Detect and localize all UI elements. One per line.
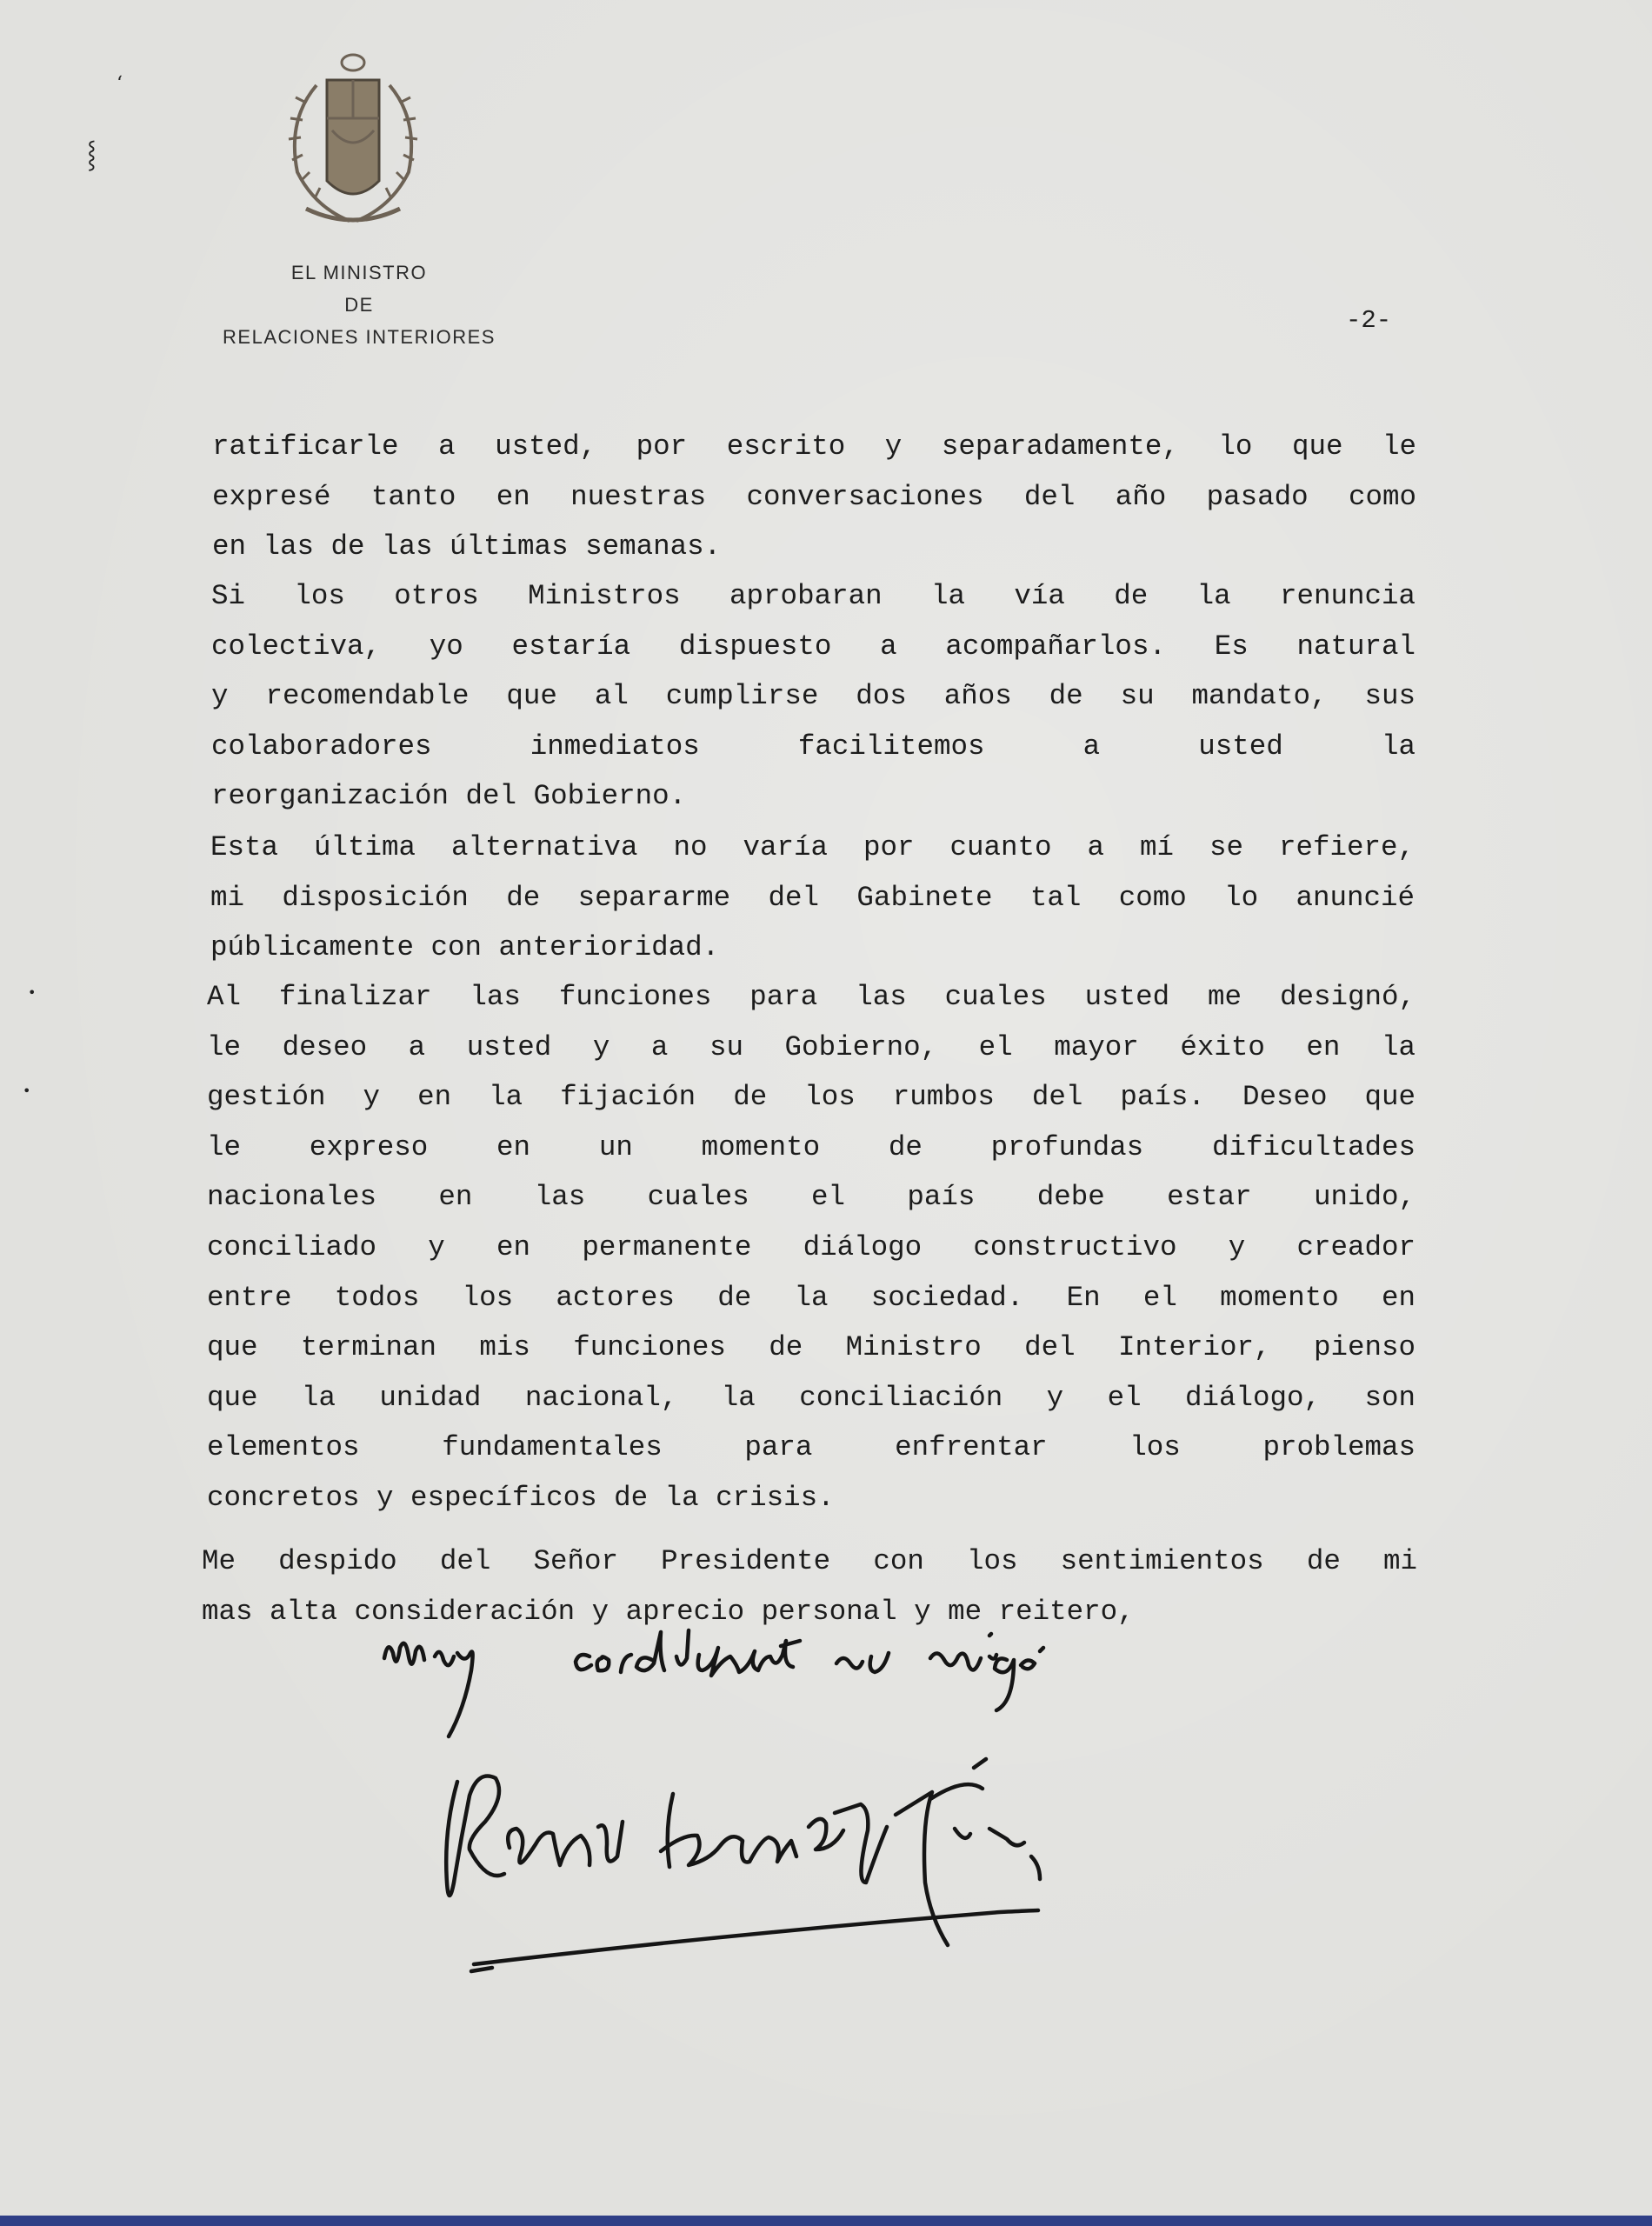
text-line: Al finalizar las funciones para las cuales usted me designó, (207, 981, 1416, 1013)
paragraph-1 (212, 422, 1416, 572)
text-line: y recomendable que al cumplirse dos años de su mandato, sus (211, 680, 1416, 713)
text-line: Esta última alternativa no varía por cuanto a mí se refiere, (210, 831, 1415, 863)
letterhead (198, 257, 520, 353)
text-line: gestión y en la fijación de los rumbos del país. Deseo que (207, 1081, 1416, 1114)
margin-mark: • (23, 1083, 31, 1099)
letterhead-line-1: EL MINISTRO (290, 262, 428, 283)
text-line: ratificarle a usted, por escrito y separadamente, lo que le (212, 430, 1416, 463)
margin-mark: ⸾ (87, 139, 97, 170)
text-line: conciliado y en permanente diálogo constructivo y creador (207, 1230, 1416, 1263)
text-line: nacionales en las cuales el país debe estar unido, (207, 1181, 1416, 1214)
text-line: en las de las últimas semanas. (212, 530, 722, 563)
paragraph-2 (211, 571, 1416, 822)
text-line: Si los otros Ministros aprobaran la vía de la renuncia (211, 580, 1416, 612)
text-line: colectiva, yo estaría dispuesto a acompañarlos. Es natural (211, 630, 1416, 663)
text-line: Me despido del Señor Presidente con los sentimientos de mi (202, 1545, 1417, 1577)
paragraph-3 (210, 823, 1415, 973)
text-line: reorganización del Gobierno. (211, 780, 687, 813)
text-line: que la unidad nacional, la conciliación y el diálogo, son (207, 1381, 1416, 1414)
text-line: colaboradores inmediatos facilitemos a usted la (211, 730, 1416, 763)
handwritten-signature (374, 1622, 1443, 1987)
text-line: elementos fundamentales para enfrentar los problemas (207, 1431, 1416, 1464)
text-line: mi disposición de separarme del Gabinete tal como lo anuncié (210, 881, 1415, 914)
text-line: concretos y específicos de la crisis. (207, 1481, 835, 1514)
text-line: le expreso en un momento de profundas dificultades (207, 1130, 1416, 1163)
scan-edge (0, 2216, 1652, 2226)
text-line: que terminan mis funciones de Ministro del Interior, pienso (207, 1331, 1416, 1364)
text-line: públicamente con anterioridad. (210, 931, 720, 964)
text-line: expresé tanto en nuestras conversaciones del año pasado como (212, 480, 1416, 513)
letterhead-line-3: RELACIONES INTERIORES (223, 326, 496, 348)
page-number: -2- (1346, 306, 1392, 335)
paragraph-4 (207, 972, 1416, 1523)
margin-mark: ʻ (117, 73, 123, 95)
letterhead-line-2: DE (344, 294, 374, 316)
coat-of-arms-icon (271, 50, 435, 231)
margin-mark: • (28, 984, 37, 1001)
text-line: le deseo a usted y a su Gobierno, el mayor éxito en la (207, 1030, 1416, 1063)
text-line: mas alta consideración y aprecio personal y me reitero, (202, 1595, 1135, 1628)
text-line: entre todos los actores de la sociedad. En el momento en (207, 1281, 1416, 1314)
